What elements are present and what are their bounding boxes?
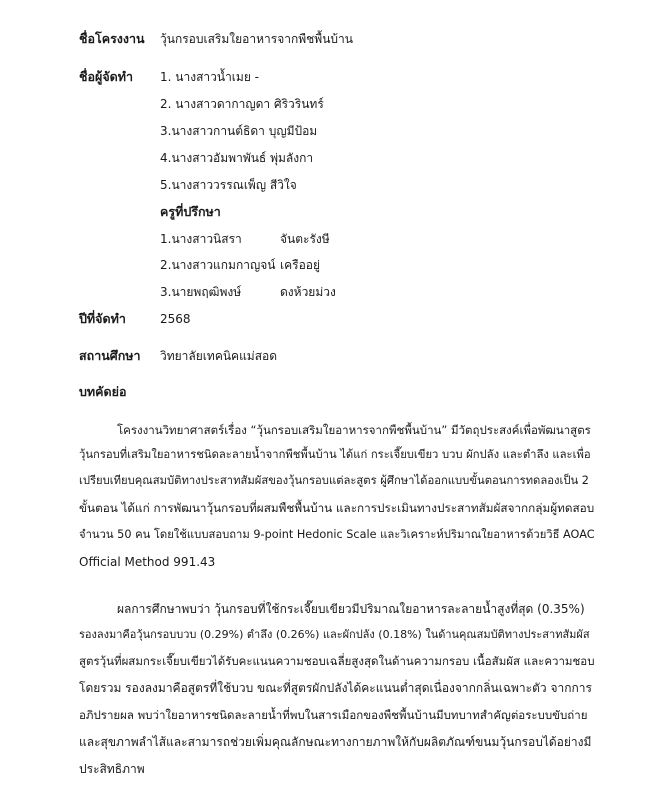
advisor-last-name: จันตะรังษี [280, 232, 330, 246]
project-title: วุ้นกรอบเสริมใยอาหารจากพืชพื้นบ้าน [160, 32, 353, 46]
school-label: สถานศึกษา [79, 348, 141, 363]
school-value: วิทยาลัยเทคนิคแม่สอด [160, 349, 278, 363]
author-name: 1. นางสาวน้ำเมย - [160, 70, 259, 84]
paragraph-line: รองลงมาคือวุ้นกรอบบวบ (0.29%) ตำลึง (0.26%) และผักปลัง (0.18%) ในด้านคุณสมบัติทางประสาทสัมผัส [79, 628, 590, 641]
author-name: 4.นางสาวอัมพาพันธ์ พุ่มลังกา [160, 151, 314, 165]
year-label: ปีที่จัดทำ [79, 311, 126, 326]
advisor-last-name: เครืออยู่ [280, 258, 321, 272]
paragraph-line: ผลการศึกษาพบว่า วุ้นกรอบที่ใช้กระเจี๊ยบเขียวมีปริมาณใยอาหารละลายน้ำสูงที่สุด (0.35%) [117, 602, 585, 616]
paragraph-line: และสุขภาพลำไส้และสามารถช่วยเพิ่มคุณลักษณะทางกายภาพให้กับผลิตภัณฑ์ขนมวุ้นกรอบได้อย่างมี [79, 735, 592, 749]
author-name: 2. นางสาวดากาญดา ศิริวรินทร์ [160, 97, 324, 111]
advisors-label: ครูที่ปรึกษา [160, 204, 221, 219]
paragraph-line: จำนวน 50 คน โดยใช้แบบสอบถาม 9-point Hedonic Scale และวิเคราะห์ปริมาณใยอาหารด้วยวิธี AOAC [79, 528, 595, 541]
advisor-last-name: ดงห้วยม่วง [280, 285, 336, 299]
paragraph-line: อภิปรายผล พบว่าใยอาหารชนิดละลายน้ำที่พบในสารเมือกของพืชพื้นบ้านมีบทบาทสำคัญต่อระบบขับถ่าย [79, 708, 588, 722]
paragraph-line: เปรียบเทียบคุณสมบัติทางประสาทสัมผัสของวุ้นกรอบแต่ละสูตร ผู้ศึกษาได้ออกแบบขั้นตอนการทดลองเป็น 2 [79, 474, 589, 487]
advisor-first-name: 3.นายพฤฒิพงษ์ [160, 285, 242, 299]
authors-label: ชื่อผู้จัดทำ [79, 69, 134, 84]
paragraph-line: โดยรวม รองลงมาคือสูตรที่ใช้บวบ ขณะที่สูตรผักปลังได้คะแนนต่ำสุดเนื่องจากกลิ่นเฉพาะตัว จากการ [79, 681, 592, 695]
paragraph-line: สูตรวุ้นที่ผสมกระเจี๊ยบเขียวได้รับคะแนนความชอบเฉลี่ยสูงสุดในด้านความกรอบ เนื้อสัมผัส และความชอบ [79, 654, 595, 668]
advisor-first-name: 1.นางสาวนิสรา [160, 232, 242, 246]
paragraph-line: ขั้นตอน ได้แก่ การพัฒนาวุ้นกรอบที่ผสมพืชพื้นบ้าน และการประเมินทางประสาทสัมผัสจากกลุ่มผู้ทดสอบ [79, 501, 595, 515]
paragraph-line: โครงงานวิทยาศาสตร์เรื่อง “วุ้นกรอบเสริมใยอาหารจากพืชพื้นบ้าน” มีวัตถุประสงค์เพื่อพัฒนาสูตร [117, 423, 591, 437]
year-value: 2568 [160, 312, 191, 326]
paragraph-line: ประสิทธิภาพ [79, 762, 145, 776]
advisor-first-name: 2.นางสาวแกมกาญจน์ [160, 258, 276, 272]
project-label: ชื่อโครงงาน [79, 31, 145, 46]
abstract-title: บทคัดย่อ [79, 384, 127, 399]
paragraph-line: วุ้นกรอบที่เสริมใยอาหารชนิดละลายน้ำจากพืชพื้นบ้าน ได้แก่ กระเจี๊ยบเขียว บวบ ผักปลัง และตำลึง และเพื่อ [79, 448, 591, 461]
author-name: 3.นางสาวกานต์ธิดา บุญมีป้อม [160, 124, 318, 138]
author-name: 5.นางสาววรรณเพ็ญ สีวิใจ [160, 178, 297, 192]
paragraph-line: Official Method 991.43 [79, 555, 216, 569]
